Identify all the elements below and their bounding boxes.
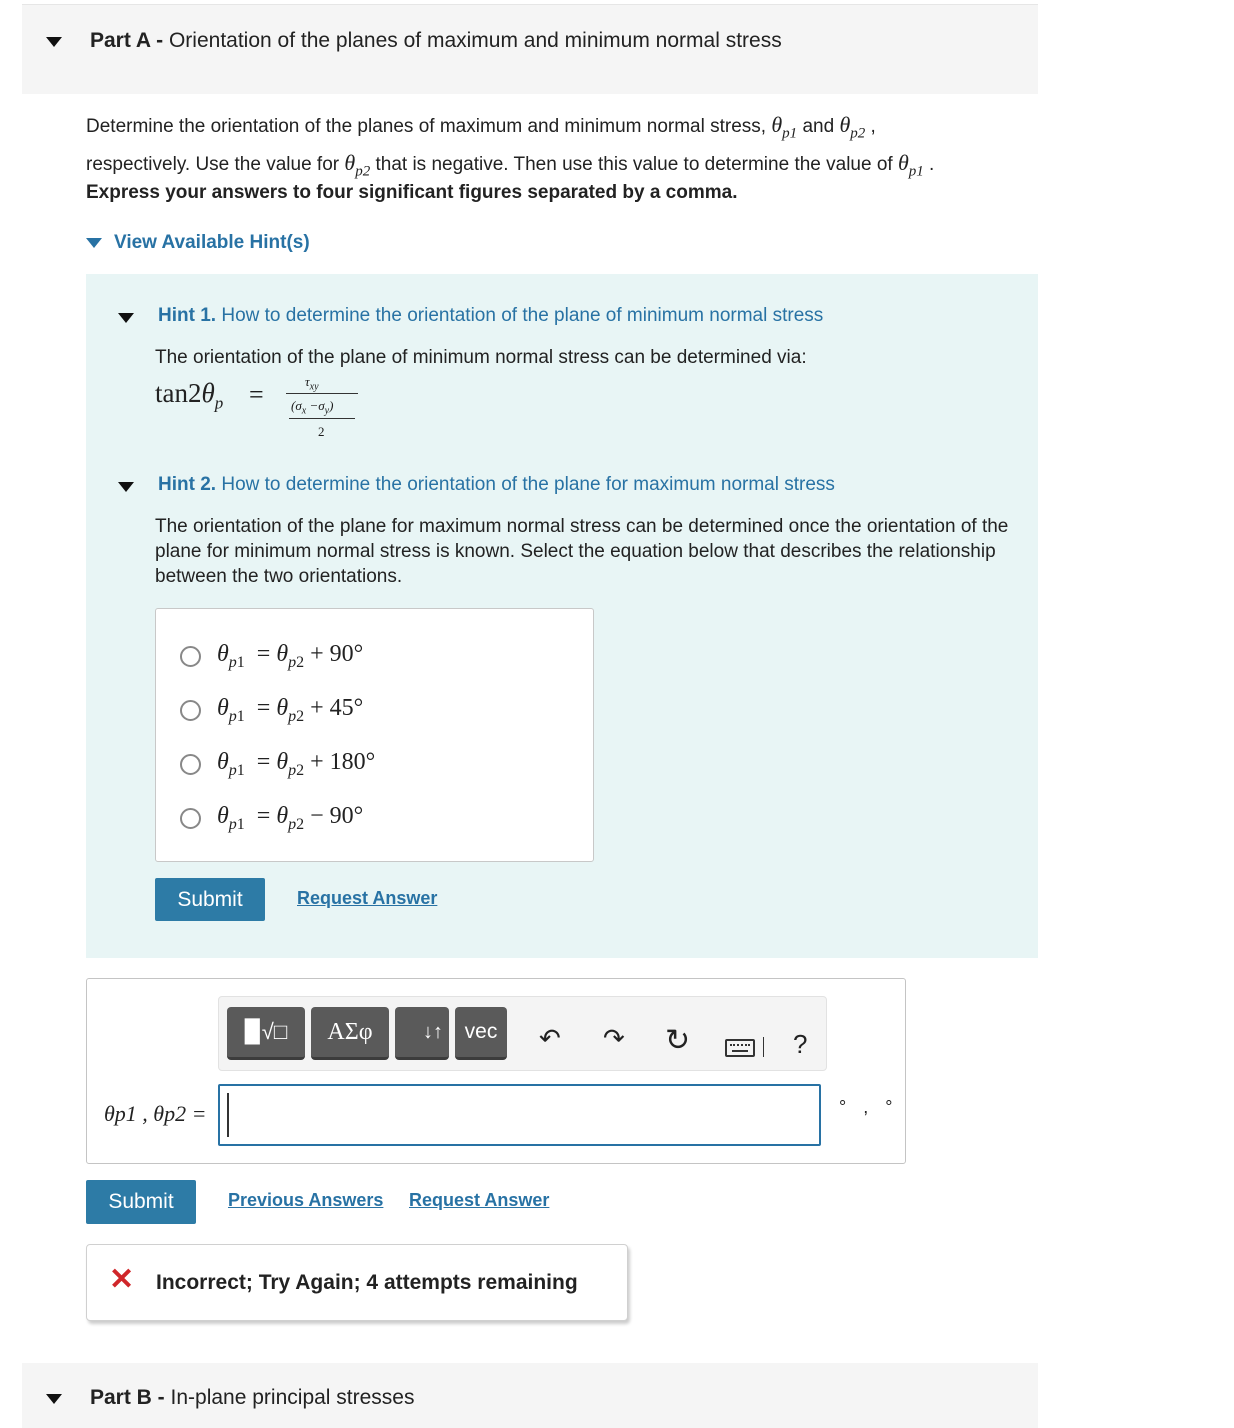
- templates-tool-button[interactable]: ▉√□: [227, 1007, 305, 1060]
- answer-label: θp1 , θp2 =: [104, 1101, 207, 1126]
- hint2-submit-button[interactable]: Submit: [155, 878, 265, 921]
- choice-option-1[interactable]: $\theta_{p1} = \theta_{p2} + 90^\circ$: [180, 641, 363, 672]
- math-toolbar: [218, 996, 827, 1071]
- part-a-title: Part A - Orientation of the planes of maximum and minimum normal stress: [90, 29, 782, 52]
- choice-option-3[interactable]: $\theta_{p1} = \theta_{p2} + 180^\circ$: [180, 749, 375, 780]
- answer-input[interactable]: [218, 1084, 821, 1146]
- part-a-header[interactable]: [22, 4, 1038, 94]
- view-hints-toggle[interactable]: [86, 232, 310, 254]
- question-text: Determine the orientation of the planes of maximum and minimum normal stress, $\theta_{p1}$ and $\theta_{p2}$ , respectively. Use the value for $\theta_{p2}$ that is negative. Then use this value to determine the value of $\theta_{p1}$ .: [86, 112, 935, 180]
- toolbar-divider: [763, 1037, 764, 1057]
- radio-button[interactable]: [180, 646, 201, 667]
- radio-button[interactable]: [180, 808, 201, 829]
- redo-icon[interactable]: ↷: [603, 1023, 625, 1053]
- choice-option-4[interactable]: $\theta_{p1} = \theta_{p2} - 90^\circ$: [180, 803, 363, 834]
- hint1-formula: $\tan 2\theta_p$ = $\tau_{xy}$ $(\sigma_x -\sigma_y)$ 2: [155, 374, 395, 444]
- hint2-collapse-icon[interactable]: [118, 482, 134, 492]
- text-caret: [227, 1093, 229, 1137]
- feedback-box: [86, 1244, 628, 1321]
- arrows-tool-button[interactable]: ↓↑: [395, 1007, 449, 1060]
- vector-tool-button[interactable]: vec: [455, 1007, 507, 1060]
- instruction-text: Express your answers to four significant figures separated by a comma.: [86, 182, 738, 203]
- answer-box: [86, 978, 906, 1164]
- view-hints-label[interactable]: View Available Hint(s): [114, 232, 310, 253]
- hint1-body: The orientation of the plane of minimum normal stress can be determined via:: [155, 347, 807, 368]
- collapse-triangle-icon[interactable]: [46, 37, 62, 47]
- error-x-icon: ✕: [109, 1263, 135, 1296]
- hint2-body: The orientation of the plane for maximum normal stress can be determined once the orientation of the plane for minimum normal stress is known. Select the equation below that describes the relationship between the two orientations.: [155, 516, 1009, 587]
- collapse-triangle-icon[interactable]: [46, 1394, 62, 1404]
- reset-icon[interactable]: ↻: [665, 1024, 691, 1057]
- part-b-title: Part B - In-plane principal stresses: [90, 1386, 415, 1409]
- previous-answers-link[interactable]: Previous Answers: [228, 1190, 384, 1210]
- radio-button[interactable]: [180, 754, 201, 775]
- choice-option-2[interactable]: $\theta_{p1} = \theta_{p2} + 45^\circ$: [180, 695, 363, 726]
- answer-units: ° , °: [839, 1097, 899, 1117]
- hints-panel: [86, 274, 1038, 958]
- feedback-message: Incorrect; Try Again; 4 attempts remaining: [156, 1271, 578, 1294]
- hint2-choices: [155, 608, 594, 862]
- hint2-request-answer-link[interactable]: Request Answer: [297, 888, 438, 908]
- submit-button[interactable]: Submit: [86, 1180, 196, 1224]
- part-b-header[interactable]: [22, 1363, 1038, 1428]
- radio-button[interactable]: [180, 700, 201, 721]
- hint2-title[interactable]: Hint 2. How to determine the orientation of the plane for maximum normal stress: [158, 474, 835, 495]
- help-icon[interactable]: ?: [793, 1029, 808, 1059]
- hint1-title[interactable]: Hint 1. How to determine the orientation of the plane of minimum normal stress: [158, 305, 824, 326]
- hint1-collapse-icon[interactable]: [118, 313, 134, 323]
- undo-icon[interactable]: ↶: [539, 1023, 561, 1053]
- keyboard-icon[interactable]: [725, 1039, 755, 1057]
- chevron-down-icon: [86, 238, 102, 248]
- request-answer-link[interactable]: Request Answer: [409, 1190, 550, 1210]
- greek-symbols-tool-button[interactable]: ΑΣφ: [311, 1007, 389, 1060]
